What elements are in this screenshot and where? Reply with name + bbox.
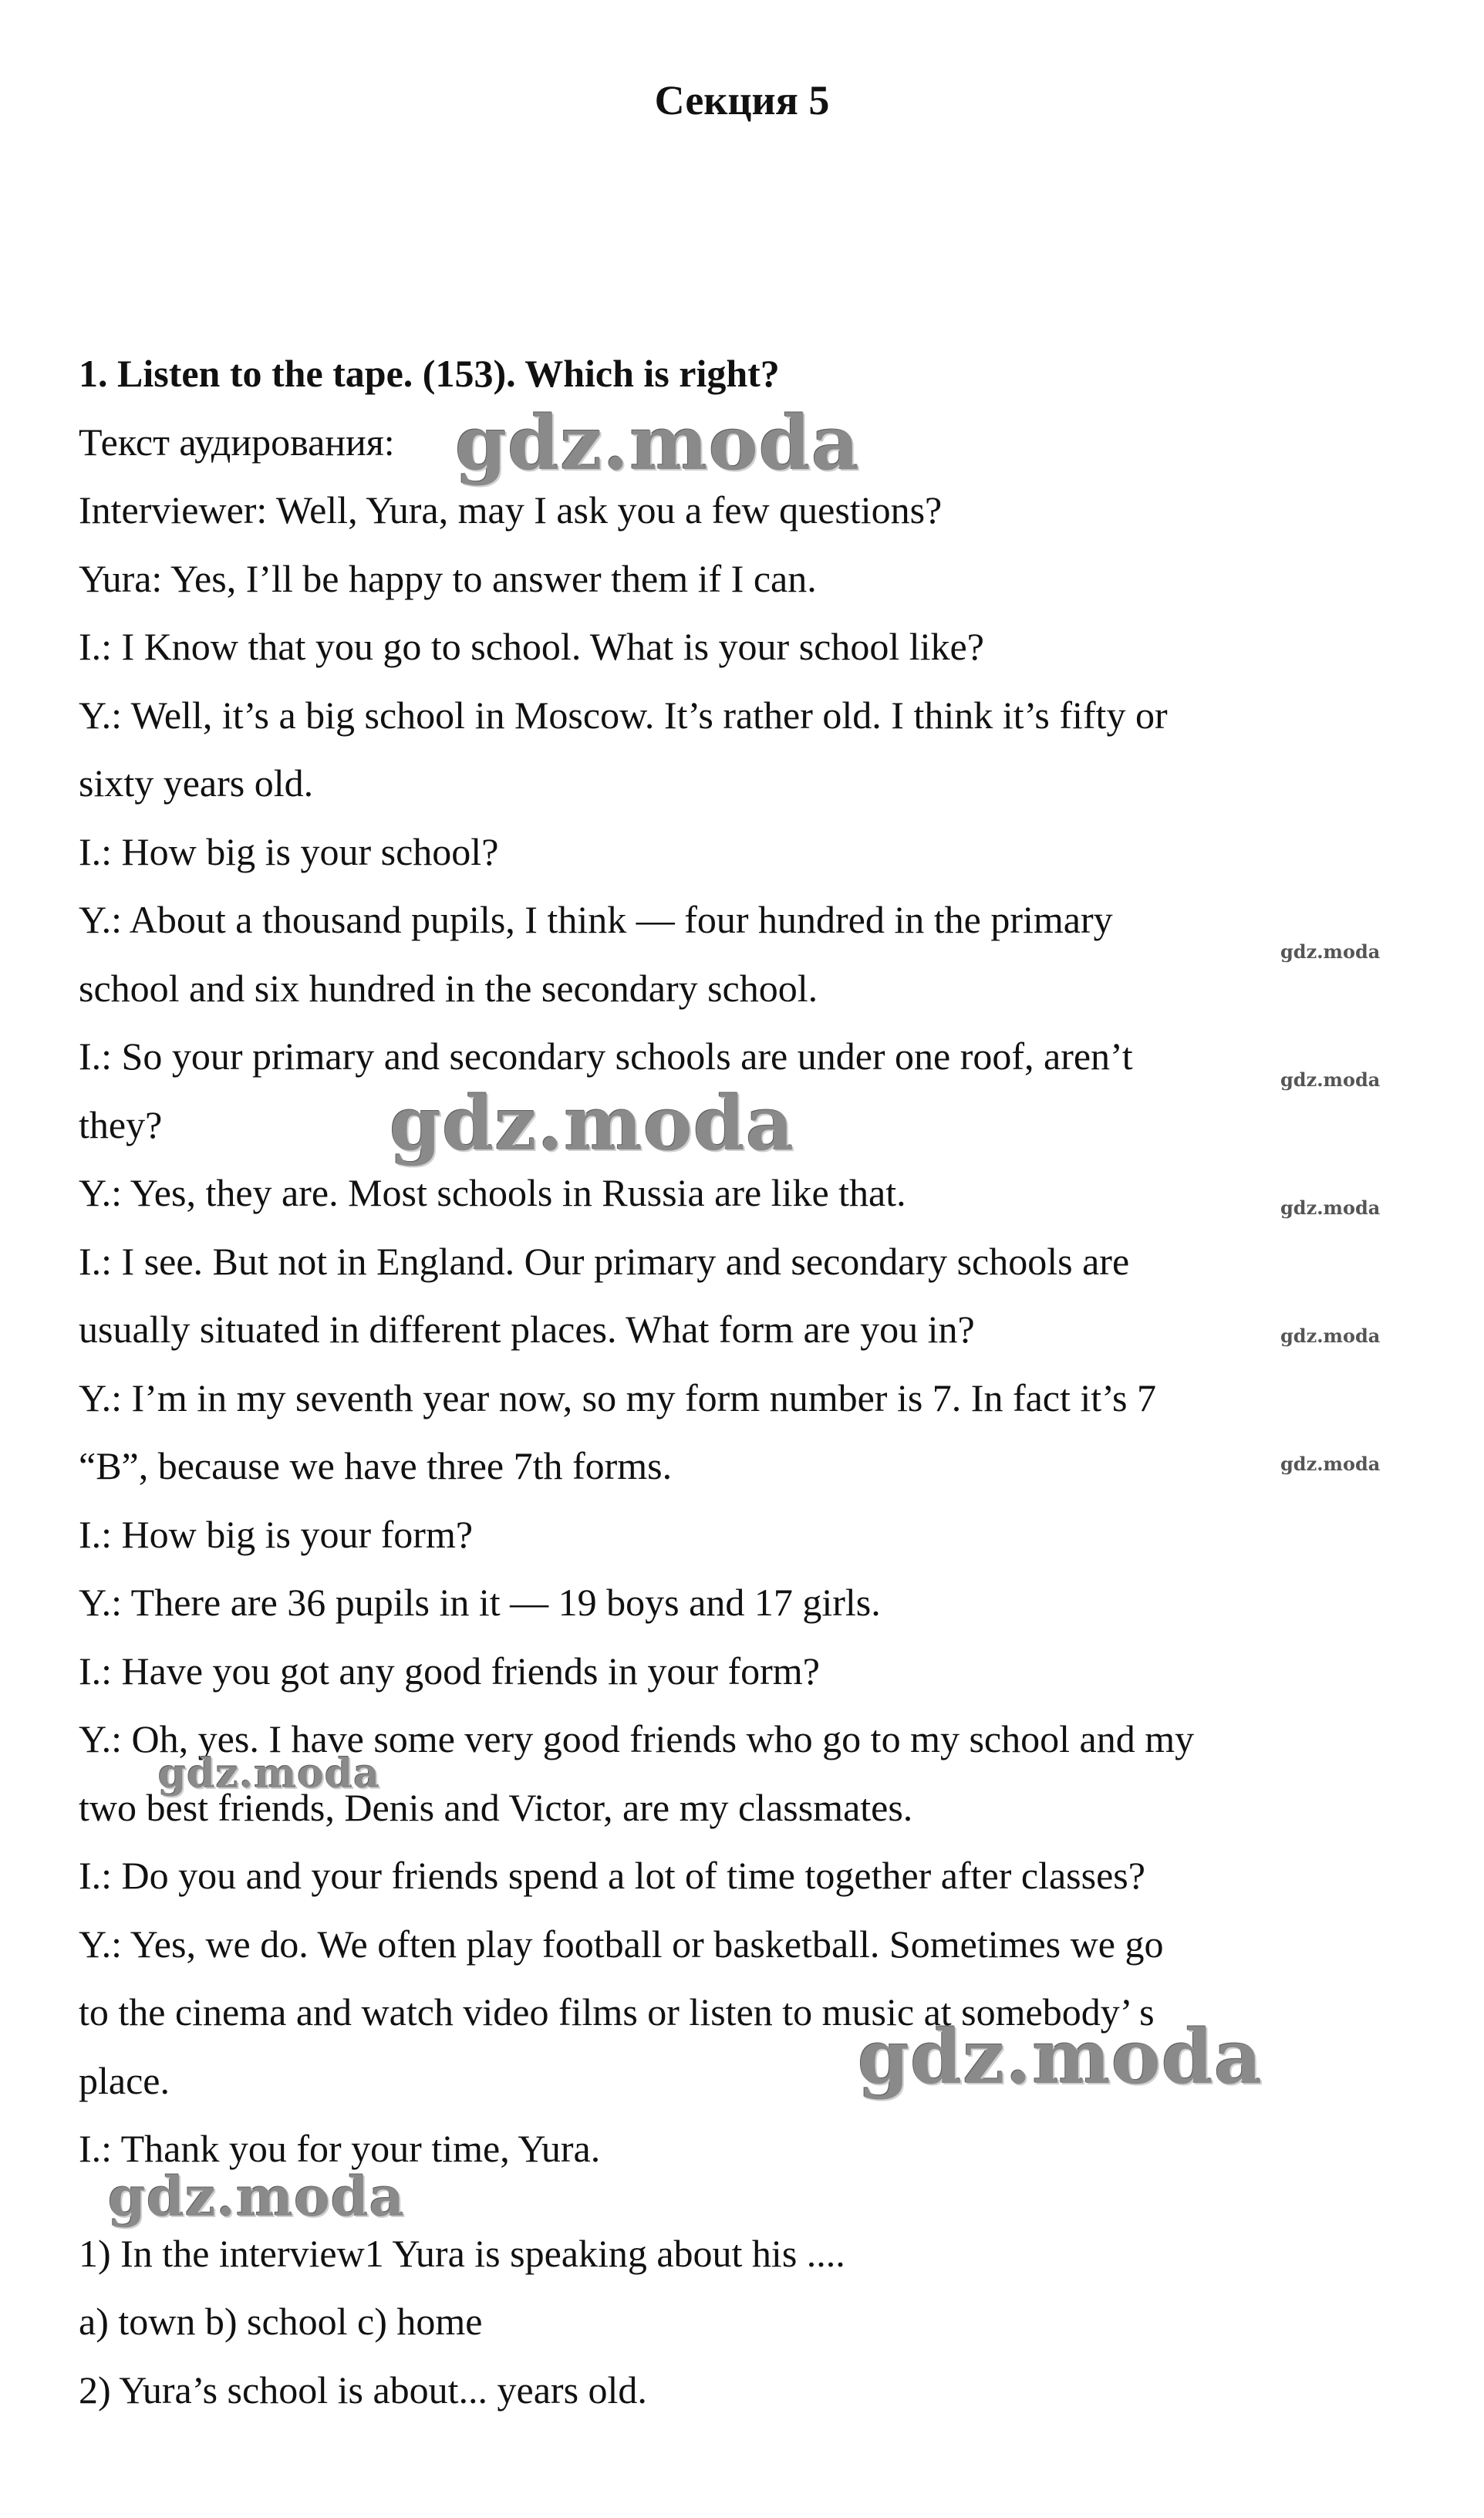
text-line: I.: How big is your school? [79,829,499,873]
watermark: gdz.moda [158,1750,381,1797]
text-line: I.: Have you got any good friends in your form? [79,1649,820,1693]
text-line: I.: How big is your form? [79,1512,474,1556]
text-line: to the cinema and watch video films or listen to music at somebody’ s [79,1990,1155,2034]
text-line: Y.: Oh, yes. I have some very good friends who go to my school and my [79,1717,1195,1760]
text-line: I.: So your primary and secondary schools are under one roof, aren’t [79,1035,1133,1078]
text-line: I.: I Know that you go to school. What is your school like? [79,625,984,668]
text-line: “B”, because we have three 7th forms. [79,1444,673,1487]
document-body [79,339,1436,2424]
text-line: Y.: Yes, we do. We often play football or basketball. Sometimes we go [79,1922,1164,1966]
watermark: gdz.moda [108,2165,406,2229]
watermark: gdz.moda [1280,1325,1381,1347]
watermark: gdz.moda [455,400,861,487]
text-line: I.: Thank you for your time, Yura. [79,2127,601,2170]
text-line: Interviewer: Well, Yura, may I ask you a few questions? [79,488,943,532]
text-line: Yura: Yes, I’ll be happy to answer them if I can. [79,556,817,600]
watermark: gdz.moda [1280,940,1381,963]
text-line: school and six hundred in the secondary school. [79,966,818,1010]
exercise-heading: 1. Listen to the tape. (153). Which is right? [79,352,780,395]
text-line: 1) In the interview1 Yura is speaking about his .... [79,2231,845,2275]
section-title: Секция 5 [654,77,830,123]
text-line: sixty years old. [79,761,314,805]
text-line: I.: I see. But not in England. Our primary and secondary schools are [79,1239,1130,1283]
text-line: 2) Yura’s school is about... years old. [79,2368,647,2412]
text-line: Y.: Well, it’s a big school in Moscow. It’s rather old. I think it’s fifty or [79,693,1168,737]
text-line: usually situated in different places. What form are you in? [79,1308,975,1351]
text-line: two best friends, Denis and Victor, are my classmates. [79,1785,913,1829]
text-line: Y.: About a thousand pupils, I think — four hundred in the primary [79,898,1113,941]
text-line: Y.: Yes, they are. Most schools in Russia are like that. [79,1171,906,1214]
watermark: gdz.moda [390,1080,795,1167]
watermark: gdz.moda [1280,1197,1381,1219]
text-line: they? [79,1102,163,1146]
text-line: Y.: There are 36 pupils in it — 19 boys and 17 girls. [79,1581,881,1624]
text-line: Текст аудирования: [79,420,395,464]
text-line: I.: Do you and your friends spend a lot of time together after classes? [79,1854,1145,1897]
text-line: Y.: I’m in my seventh year now, so my form number is 7. In fact it’s 7 [79,1375,1156,1419]
text-line: a) town b) school c) home [79,2300,483,2343]
watermark: gdz.moda [1280,1068,1381,1091]
text-line: place. [79,2058,170,2102]
watermark: gdz.moda [858,2013,1263,2101]
watermark: gdz.moda [1280,1453,1381,1475]
